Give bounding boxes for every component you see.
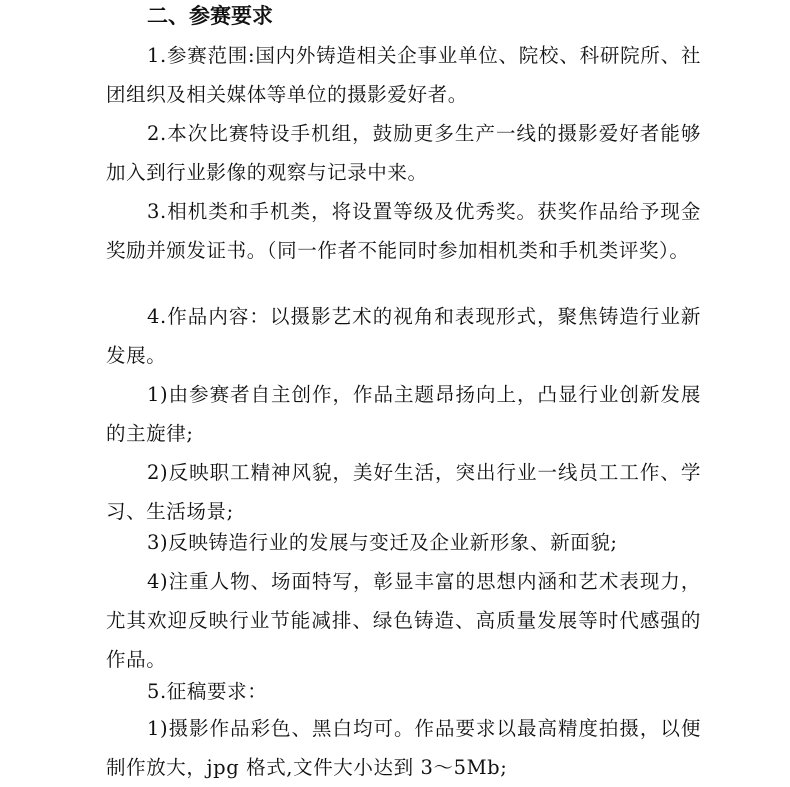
paragraph-awards: 3.相机类和手机类，将设置等级及优秀奖。获奖作品给予现金奖励并颁发证书。（同一作者不能同时参加相机类和手机类评奖）。 — [106, 200, 701, 262]
paragraph-content-item-3: 3)反映铸造行业的发展与变迁及企业新形象、新面貌; — [147, 531, 618, 554]
paragraph-submission-item-1: 1)摄影作品彩色、黑白均可。作品要求以最高精度拍摄，以便制作放大，jpg 格式,文件大小达到 3～5Mb; — [106, 717, 701, 779]
paragraph-content: 4.作品内容：以摄影艺术的视角和表现形式，聚焦铸造行业新发展。 — [106, 305, 701, 367]
section-heading: 二、参赛要求 — [147, 4, 273, 28]
paragraph-content-item-2: 2)反映职工精神风貌，美好生活，突出行业一线员工工作、学习、生活场景; — [106, 461, 701, 523]
paragraph-scope: 1.参赛范围:国内外铸造相关企事业单位、院校、科研院所、社团组织及相关媒体等单位的摄影爱好者。 — [106, 44, 701, 106]
paragraph-content-item-4: 4)注重人物、场面特写，彰显丰富的思想内涵和艺术表现力，尤其欢迎反映行业节能减排、绿色铸造、高质量发展等时代感强的作品。 — [106, 570, 701, 671]
paragraph-mobile-group: 2.本次比赛特设手机组，鼓励更多生产一线的摄影爱好者能够加入到行业影像的观察与记录中来。 — [106, 122, 701, 184]
paragraph-submission: 5.征稿要求： — [147, 680, 268, 703]
paragraph-content-item-1: 1)由参赛者自主创作，作品主题昂扬向上，凸显行业创新发展的主旋律; — [106, 383, 701, 445]
